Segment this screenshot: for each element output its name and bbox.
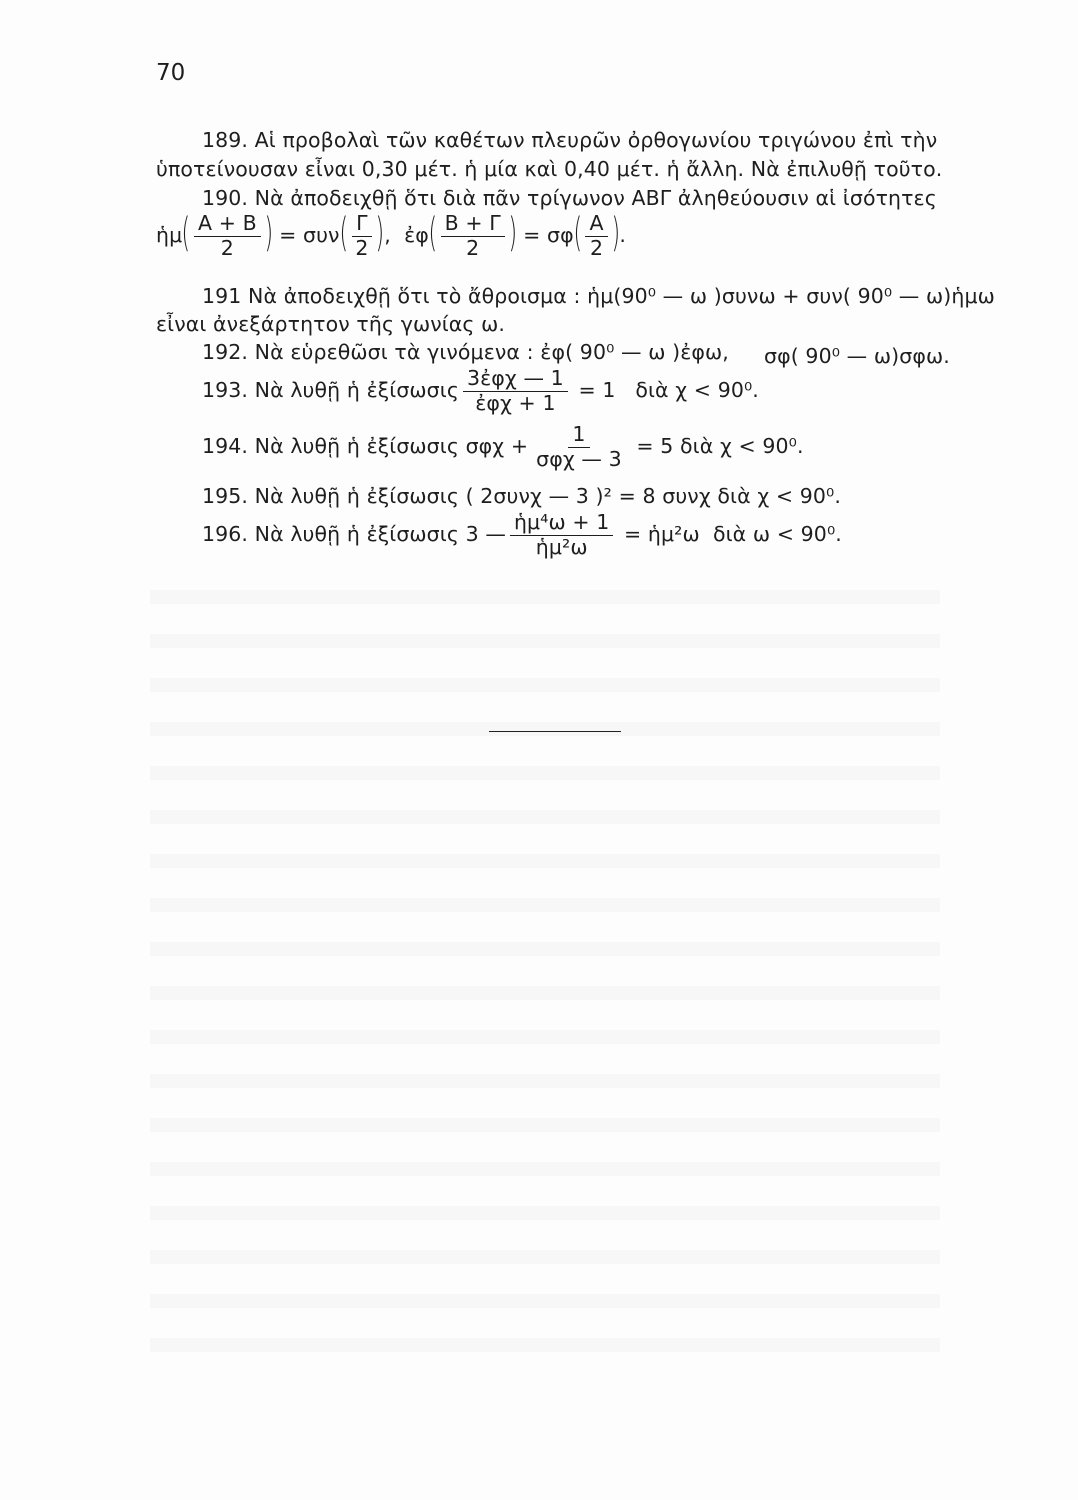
problem-192-line1b: σφ( 90⁰ — ω)σφω. xyxy=(764,344,950,368)
fn-hm: ἡμ xyxy=(156,223,183,248)
bleed-through-text xyxy=(150,560,940,1380)
fn-ef: ἐφ xyxy=(404,223,429,248)
section-end-rule xyxy=(489,731,621,732)
problem-190-line1: 190. Νὰ ἀποδειχθῇ ὅτι διὰ πᾶν τρίγωνον ΑΒΓ ἀληθεύουσιν αἱ ἰσότητες xyxy=(202,186,937,210)
problem-192-line1: 192. Νὰ εὑρεθῶσι τὰ γινόμενα : ἐφ( 90⁰ — ω )ἐφω, xyxy=(202,340,729,364)
problem-191-line2: εἶναι ἀνεξάρτητον τῆς γωνίας ω. xyxy=(156,312,506,336)
problem-189-line1: 189. Αἱ προβολαὶ τῶν καθέτων πλευρῶν ὀρθογωνίου τριγώνου ἐπὶ τὴν xyxy=(202,128,938,152)
problem-189-line2: ὑποτείνουσαν εἶναι 0,30 μέτ. ἡ μία καὶ 0,40 μέτ. ἡ ἄλλη. Νὰ ἐπιλυθῇ τοῦτο. xyxy=(156,157,943,181)
fraction-193: $\frac{\text{3ἐφχ — 1}}{\text{ἐφχ + 1}}$ xyxy=(463,368,568,414)
fraction-g-over-2: $\frac{\Gamma}{2}$ xyxy=(351,213,372,259)
fraction-a-over-2: $\frac{A}{2}$ xyxy=(585,213,607,259)
problem-190-formula: ἡμ( $\frac{A + B}{2}$ ) = συν( $\frac{\Gamma}{2}$ ), ἐφ( $\frac{B + \Gamma}{2}$ ) = σφ( $\frac{A}{2}$ ). xyxy=(156,210,626,260)
problem-196: 196. Νὰ λυθῇ ἡ ἐξίσωσις 3 — $\frac{\text{ἡμ⁴ω + 1}}{\text{ἡμ²ω}}$ = ἡμ²ω διὰ ω < 90⁰. xyxy=(202,510,842,559)
fraction-196: $\frac{\text{ἡμ⁴ω + 1}}{\text{ἡμ²ω}}$ xyxy=(510,512,613,558)
problem-195: 195. Νὰ λυθῇ ἡ ἐξίσωσις ( 2συνχ — 3 )² = 8 συνχ διὰ χ < 90⁰. xyxy=(202,484,841,508)
problem-191-line1: 191 Νὰ ἀποδειχθῇ ὅτι τὸ ἄθροισμα : ἡμ(90⁰ — ω )συνω + συν( 90⁰ — ω)ἡμω xyxy=(202,284,995,308)
problem-194: 194. Νὰ λυθῇ ἡ ἐξίσωσις σφχ + $\frac{1}{\text{σφχ — 3}}$ = 5 διὰ χ < 90⁰. xyxy=(202,422,804,471)
fraction-b-plus-g-over-2: $\frac{B + \Gamma}{2}$ xyxy=(441,213,505,259)
fraction-194: $\frac{1}{\text{σφχ — 3}}$ xyxy=(536,422,622,471)
page-number: 70 xyxy=(156,60,186,86)
fraction-a-plus-b-over-2: $\frac{A + B}{2}$ xyxy=(194,213,261,259)
problem-193: 193. Νὰ λυθῇ ἡ ἐξίσωσις $\frac{\text{3ἐφχ — 1}}{\text{ἐφχ + 1}}$ = 1 διὰ χ < 90⁰. xyxy=(202,366,759,415)
